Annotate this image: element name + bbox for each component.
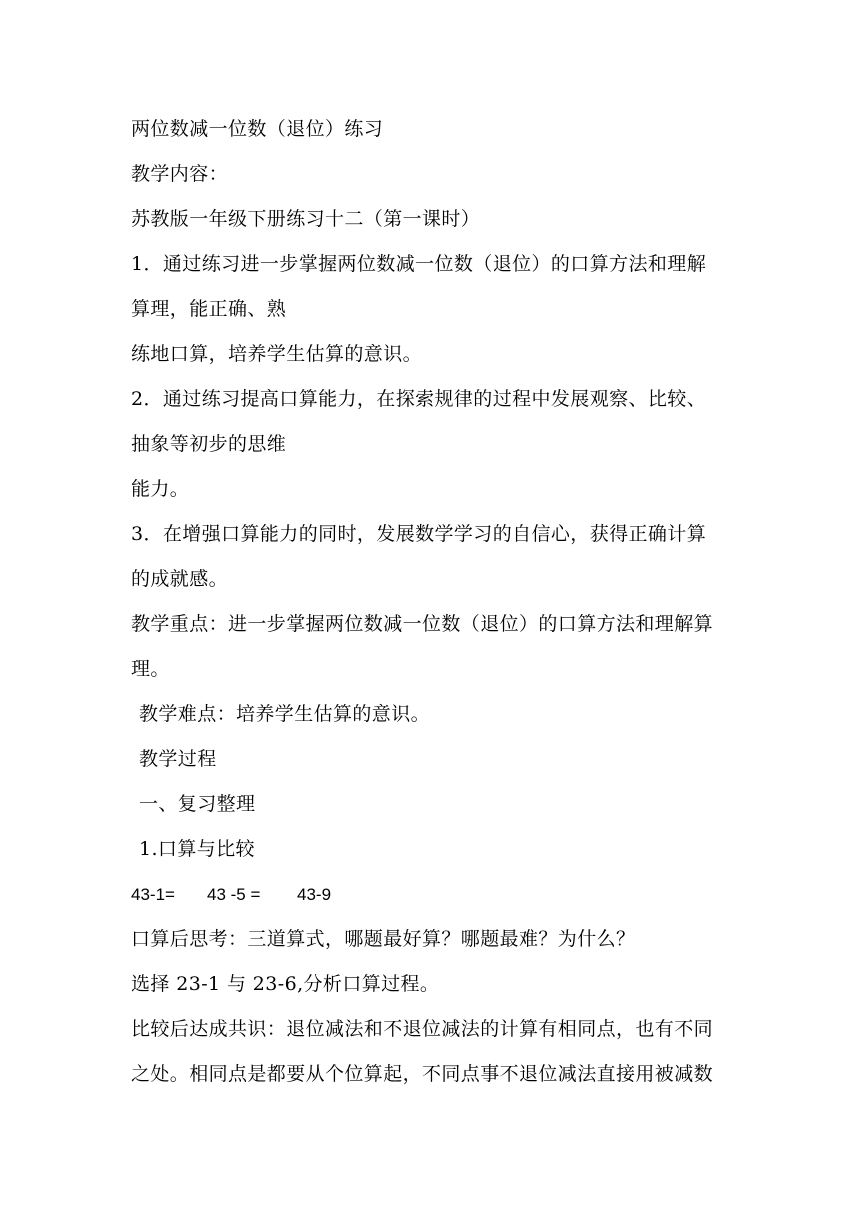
equation: 43 -5 = (207, 885, 261, 904)
equation: 43-1= (131, 885, 175, 904)
objective-2-line-3: 能力。 (131, 478, 190, 500)
process-heading: 教学过程 (139, 748, 217, 770)
objective-1-line-3: 练地口算，培养学生估算的意识。 (131, 343, 423, 365)
objective-2-line-2: 抽象等初步的思维 (131, 433, 287, 455)
content-label: 教学内容： (131, 163, 229, 185)
objective-3-line-2: 的成就感。 (131, 568, 229, 590)
objective-3-line-1: 3．在增强口算能力的同时，发展数学学习的自信心，获得正确计算 (131, 523, 707, 545)
equation: 43-9 (297, 885, 332, 904)
difficulty: 教学难点：培养学生估算的意识。 (139, 703, 431, 725)
compare-line-2: 之处。相同点是都要从个位算起，不同点事不退位减法直接用被减数 (131, 1063, 714, 1085)
objective-1-line-2: 算理，能正确、熟 (131, 298, 287, 320)
key-point-line-1: 教学重点：进一步掌握两位数减一位数（退位）的口算方法和理解算 (131, 613, 714, 635)
key-point-line-2: 理。 (131, 658, 170, 680)
document-title: 两位数减一位数（退位）练习 (131, 118, 384, 140)
content-value: 苏教版一年级下册练习十二（第一课时） (131, 208, 481, 230)
section-heading-review: 一、复习整理 (139, 793, 256, 815)
objective-2-line-1: 2．通过练习提高口算能力，在探索规律的过程中发展观察、比较、 (131, 388, 707, 410)
compare-line-1: 比较后达成共识：退位减法和不退位减法的计算有相同点，也有不同 (131, 1018, 714, 1040)
equation-row (131, 884, 431, 906)
select-prompt: 选择 23-1 与 23-6,分析口算过程。 (131, 973, 440, 995)
think-prompt: 口算后思考：三道算式，哪题最好算？哪题最难？为什么？ (131, 928, 636, 950)
objective-1-line-1: 1．通过练习进一步掌握两位数减一位数（退位）的口算方法和理解 (131, 253, 707, 275)
subsection-oral-calc: 1.口算与比较 (139, 838, 255, 860)
